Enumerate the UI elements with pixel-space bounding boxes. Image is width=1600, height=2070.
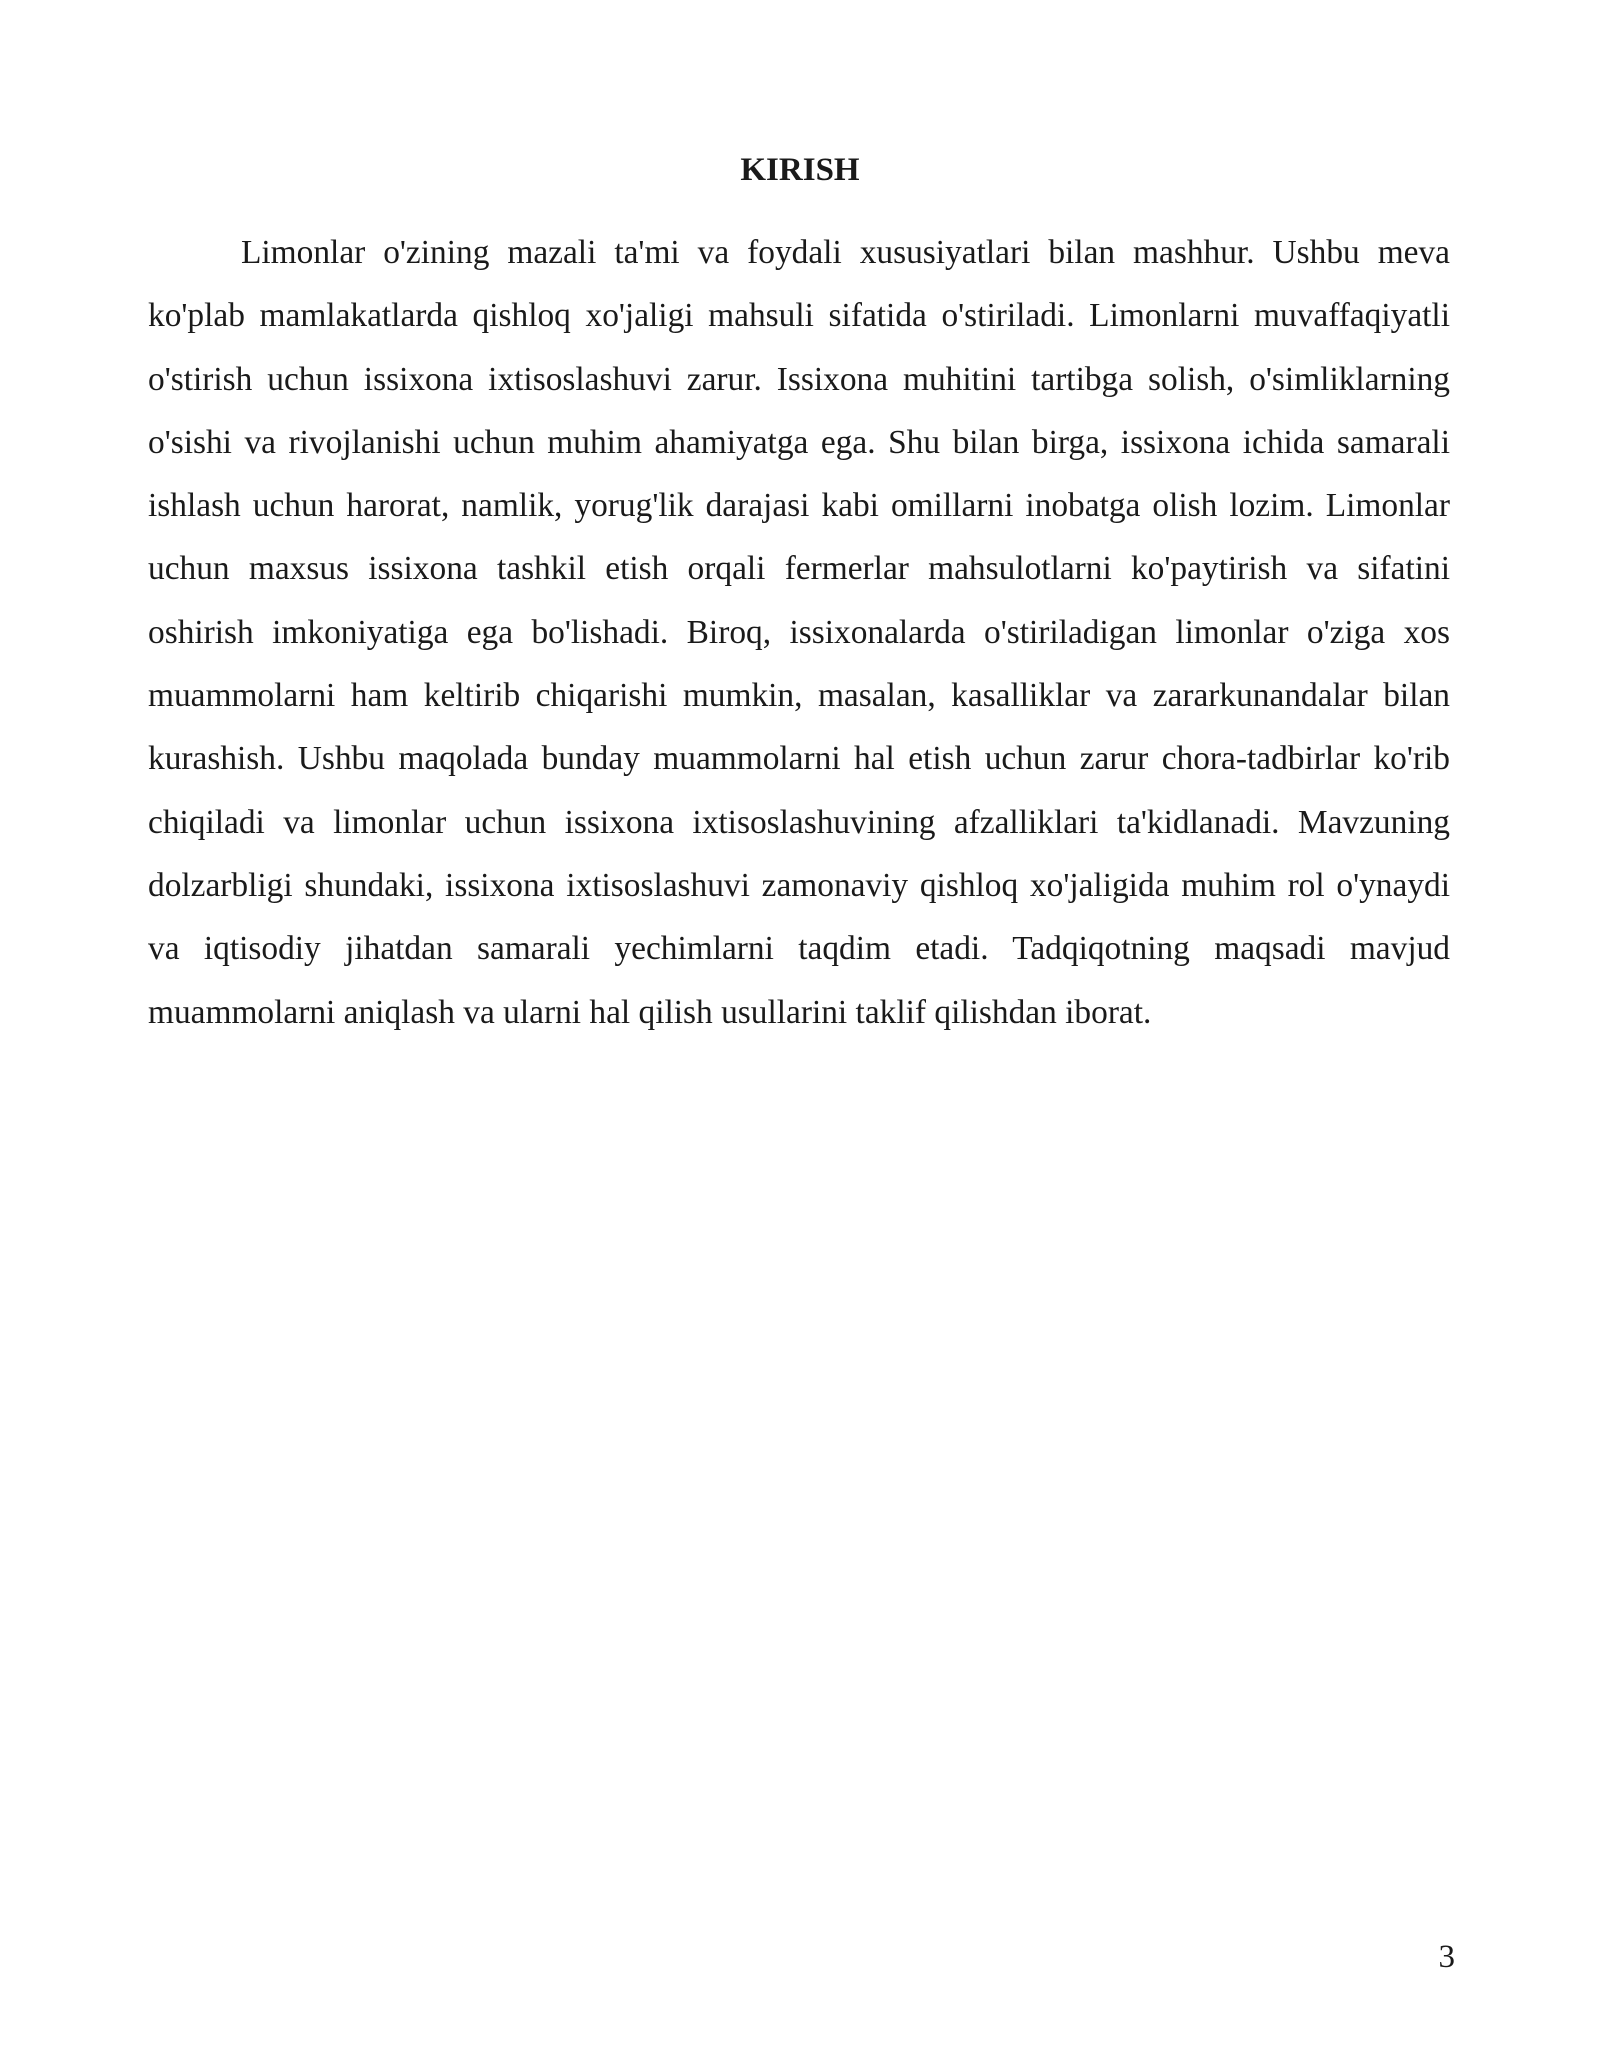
intro-paragraph: Limonlar o'zining mazali ta'mi va foydali xususiyatlari bilan mashhur. Ushbu meva ko'plab mamlakatlarda qishloq xo'jaligi mahsuli sifatida o'stiriladi. Limonlarni muvaffaqiyatli o'stirish uchun issixona ixtisoslashuvi zarur. Issixona muhitini tartibga solish, o'simliklarning o'sishi va rivojlanishi uchun muhim ahamiyatga ega. Shu bilan birga, issixona ichida samarali ishlash uchun harorat, namlik, yorug'lik darajasi kabi omillarni inobatga olish lozim. Limonlar uchun maxsus issixona tashkil etish orqali fermerlar mahsulotlarni ko'paytirish va sifatini oshirish imkoniyatiga ega bo'lishadi. Biroq, issixonalarda o'stiriladigan limonlar o'ziga xos muammolarni ham keltirib chiqarishi mumkin, masalan, kasalliklar va zararkunandalar bilan kurashish. Ushbu maqolada bunday muammolarni hal etish uchun zarur chora-tadbirlar ko'rib chiqiladi va limonlar uchun issixona ixtisoslashuvining afzalliklari ta'kidlanadi. Mavzuning dolzarbligi shundaki, issixona ixtisoslashuvi zamonaviy qishloq xo'jaligida muhim rol o'ynaydi va iqtisodiy jihatdan samarali yechimlarni taqdim etadi. Tadqiqotning maqsadi mavjud muammolarni aniqlash va ularni hal qilish usullarini taklif qilishdan iborat.: [148, 234, 1450, 1031]
page-heading: KIRISH: [740, 152, 860, 188]
page-number: 3: [1438, 1939, 1455, 1975]
